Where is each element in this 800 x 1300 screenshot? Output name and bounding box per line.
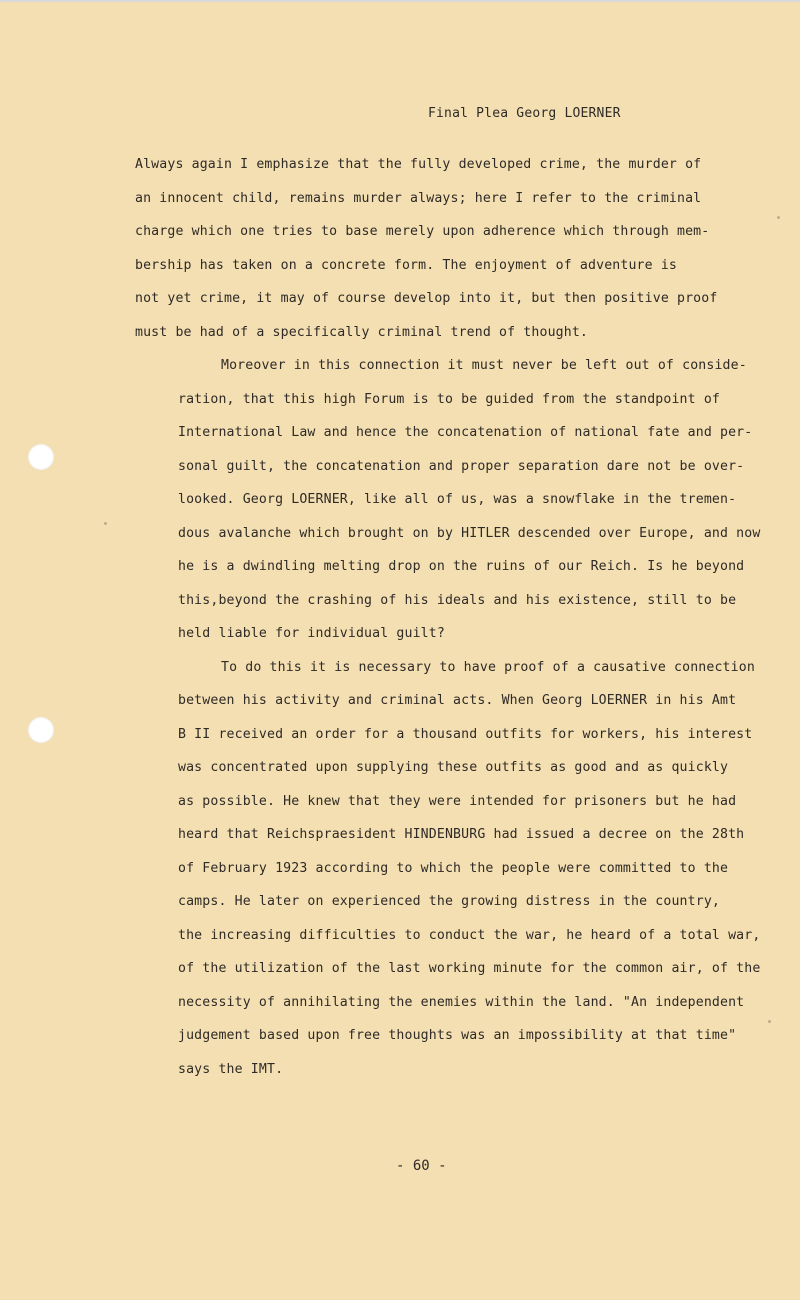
text-line: necessity of annihilating the enemies within the land. "An independent [178, 994, 745, 1010]
text-line: as possible. He knew that they were intended for prisoners but he had [178, 793, 737, 809]
text-line: To do this it is necessary to have proof of a causative connection [221, 659, 755, 675]
text-line: Moreover in this connection it must never be left out of conside- [221, 358, 747, 373]
text-line: judgement based upon free thoughts was an impossibility at that time" [178, 1028, 737, 1043]
document-body [135, 148, 761, 1086]
text-line: Always again I emphasize that the fully developed crime, the murder of [135, 157, 702, 172]
paragraph [135, 651, 761, 1087]
text-line: says the IMT. [178, 1061, 284, 1077]
text-line: looked. Georg LOERNER, like all of us, was a snowflake in the tremen- [178, 492, 737, 507]
text-line: not yet crime, it may of course develop into it, but then positive proof [135, 291, 718, 306]
text-line: ration, that this high Forum is to be guided from the standpoint of [178, 391, 720, 407]
text-line: an innocent child, remains murder always; here I refer to the criminal [135, 190, 702, 206]
text-line: sonal guilt, the concatenation and proper separation dare not be over- [178, 458, 745, 474]
text-line: of February 1923 according to which the people were committed to the [178, 860, 729, 876]
text-line: this,beyond the crashing of his ideals and his existence, still to be [178, 592, 737, 608]
text-line: International Law and hence the concatenation of national fate and per- [178, 425, 753, 440]
text-line: charge which one tries to base merely upon adherence which through mem- [135, 224, 710, 239]
text-line: held liable for individual guilt? [178, 626, 445, 641]
page-number: - 60 - [396, 1158, 447, 1174]
text-line: the increasing difficulties to conduct the war, he heard of a total war, [178, 927, 761, 943]
document-header: Final Plea Georg LOERNER [428, 106, 621, 121]
text-line: of the utilization of the last working minute for the common air, of the [178, 961, 761, 976]
text-line: must be had of a specifically criminal trend of thought. [135, 324, 589, 340]
paragraph [135, 349, 761, 651]
text-line: B II received an order for a thousand outfits for workers, his interest [178, 726, 753, 742]
paragraph [135, 148, 735, 349]
stray-mark [768, 1020, 771, 1023]
stray-mark [777, 216, 780, 219]
text-line: camps. He later on experienced the growing distress in the country, [178, 894, 720, 909]
text-line: dous avalanche which brought on by HITLER descended over Europe, and now [178, 525, 761, 541]
text-line: heard that Reichspraesident HINDENBURG had issued a decree on the 28th [178, 827, 745, 842]
text-line: between his activity and criminal acts. When Georg LOERNER in his Amt [178, 693, 737, 708]
text-line: he is a dwindling melting drop on the ruins of our Reich. Is he beyond [178, 559, 745, 574]
punch-hole-bottom [28, 717, 54, 743]
stray-mark [104, 522, 107, 525]
text-line: bership has taken on a concrete form. The enjoyment of adventure is [135, 257, 677, 273]
text-line: was concentrated upon supplying these outfits as good and as quickly [178, 760, 729, 775]
punch-hole-top [28, 444, 54, 470]
